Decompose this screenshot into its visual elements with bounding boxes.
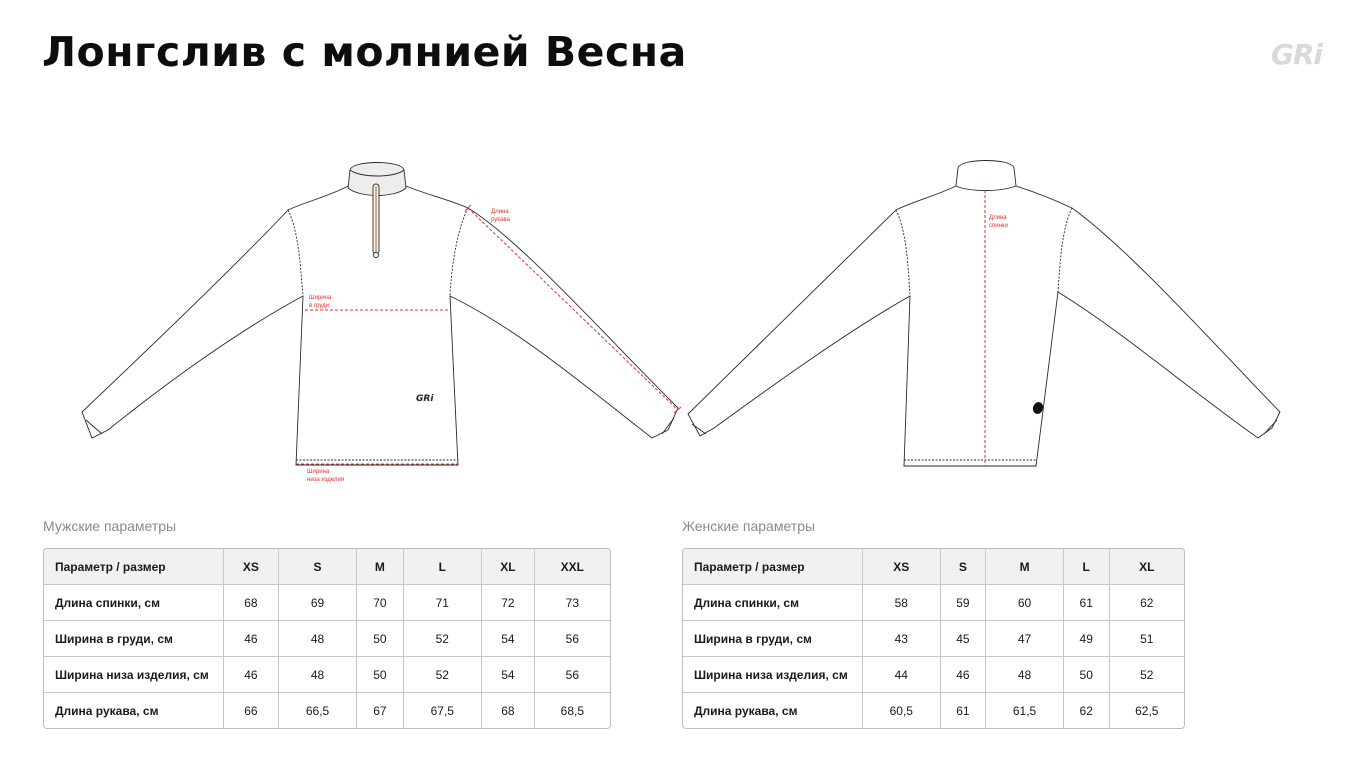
front-chest-logo: GRi — [416, 394, 434, 404]
table-cell: 61,5 — [986, 693, 1064, 728]
page-title: Лонгслив с молнией Весна — [42, 28, 687, 76]
row-label: Ширина низа изделия, см — [683, 657, 863, 693]
table-cell: 62,5 — [1135, 703, 1159, 718]
table-row — [683, 657, 1184, 693]
table-row — [683, 621, 1184, 657]
table-cell: 58 — [863, 585, 941, 621]
table-cell: 68 — [482, 693, 535, 728]
header-cell: S — [941, 549, 987, 585]
table-row — [44, 693, 610, 728]
hem-width-label-1: Ширина — [307, 469, 330, 475]
table-cell: 66,5 — [279, 693, 357, 728]
brand-logo: GRi — [1270, 38, 1322, 71]
table-cell: 56 — [535, 657, 610, 693]
table-cell: 48 — [279, 621, 357, 657]
table-cell: 67 — [357, 693, 403, 728]
table-cell: 73 — [535, 585, 610, 621]
row-label: Ширина в груди, см — [44, 621, 224, 657]
table-cell: 70 — [357, 585, 403, 621]
back-body-outline — [688, 186, 1280, 466]
header-cell: XS — [863, 549, 941, 585]
header-cell: Параметр / размер — [683, 549, 863, 585]
header-cell: XXL — [535, 549, 610, 585]
header-cell: XL — [482, 549, 535, 585]
row-label: Ширина в груди, см — [683, 621, 863, 657]
women-size-table — [682, 548, 1185, 729]
front-body-outline — [82, 186, 678, 465]
table-cell: 47 — [986, 621, 1064, 657]
table-cell: 43 — [863, 621, 941, 657]
table-cell: 59 — [941, 585, 987, 621]
table-cell: 54 — [482, 657, 535, 693]
table-row — [44, 657, 610, 693]
table-cell: 44 — [863, 657, 941, 693]
table-cell: 46 — [224, 657, 279, 693]
table-cell: 49 — [1064, 621, 1110, 657]
chest-width-label-2: в груди — [309, 303, 329, 309]
table-row — [683, 585, 1184, 621]
table-cell: 45 — [941, 621, 987, 657]
table-cell: 66 — [224, 693, 279, 728]
table-cell: 60 — [986, 585, 1064, 621]
header-cell: Параметр / размер — [44, 549, 224, 585]
row-label: Длина рукава, см — [683, 693, 863, 728]
row-label: Ширина низа изделия, см — [44, 657, 224, 693]
table-cell: 51 — [1110, 621, 1184, 657]
header-cell: L — [1064, 549, 1110, 585]
table-cell: 72 — [482, 585, 535, 621]
header-cell: L — [404, 549, 482, 585]
table-cell: 46 — [224, 621, 279, 657]
header-cell: M — [986, 549, 1064, 585]
chest-width-label-1: Ширина — [309, 295, 332, 301]
header-cell: XS — [224, 549, 279, 585]
header-cell: M — [357, 549, 403, 585]
table-cell: 50 — [357, 621, 403, 657]
table-cell: 69 — [279, 585, 357, 621]
sleeve-length-label-1: Длина — [491, 209, 509, 215]
table-cell: 52 — [404, 657, 482, 693]
back-view-drawing — [688, 161, 1280, 467]
row-label: Длина спинки, см — [44, 585, 224, 621]
table-cell: 50 — [357, 657, 403, 693]
hem-width-label-2: низа изделия — [307, 477, 345, 483]
table-row — [683, 693, 1184, 728]
table-header-row — [44, 549, 610, 585]
table-cell: 52 — [404, 621, 482, 657]
table-cell: 71 — [404, 585, 482, 621]
row-label: Длина рукава, см — [44, 693, 224, 728]
men-section-label: Мужские параметры — [43, 518, 177, 534]
table-cell: 62 — [1064, 693, 1110, 728]
table-row — [44, 585, 610, 621]
garment-drawings — [0, 140, 1364, 500]
table-cell: 48 — [279, 657, 357, 693]
table-cell: 68 — [224, 585, 279, 621]
table-cell: 52 — [1110, 657, 1184, 693]
table-row — [44, 621, 610, 657]
header-cell: S — [279, 549, 357, 585]
table-cell: 61 — [1064, 585, 1110, 621]
table-cell: 68,5 — [560, 703, 585, 718]
table-cell: 46 — [941, 657, 987, 693]
sleeve-length-label-2: рукава — [491, 217, 510, 223]
table-cell: 54 — [482, 621, 535, 657]
table-cell: 62 — [1110, 585, 1184, 621]
table-cell: 50 — [1064, 657, 1110, 693]
men-size-table — [43, 548, 611, 729]
sleeve-length-line — [468, 208, 678, 410]
back-length-label-2: спинки — [989, 223, 1008, 229]
table-cell: 48 — [986, 657, 1064, 693]
table-cell: 61 — [941, 693, 987, 728]
table-cell: 56 — [535, 621, 610, 657]
front-measurements — [296, 205, 681, 464]
women-section-label: Женские параметры — [682, 518, 816, 534]
row-label: Длина спинки, см — [683, 585, 863, 621]
front-view-drawing — [82, 163, 678, 466]
table-cell: 67,5 — [404, 693, 482, 728]
back-collar — [956, 161, 1016, 191]
header-cell: XL — [1110, 549, 1184, 585]
table-header-row — [683, 549, 1184, 585]
table-cell: 60,5 — [863, 693, 941, 728]
back-length-label-1: Длина — [989, 215, 1007, 221]
